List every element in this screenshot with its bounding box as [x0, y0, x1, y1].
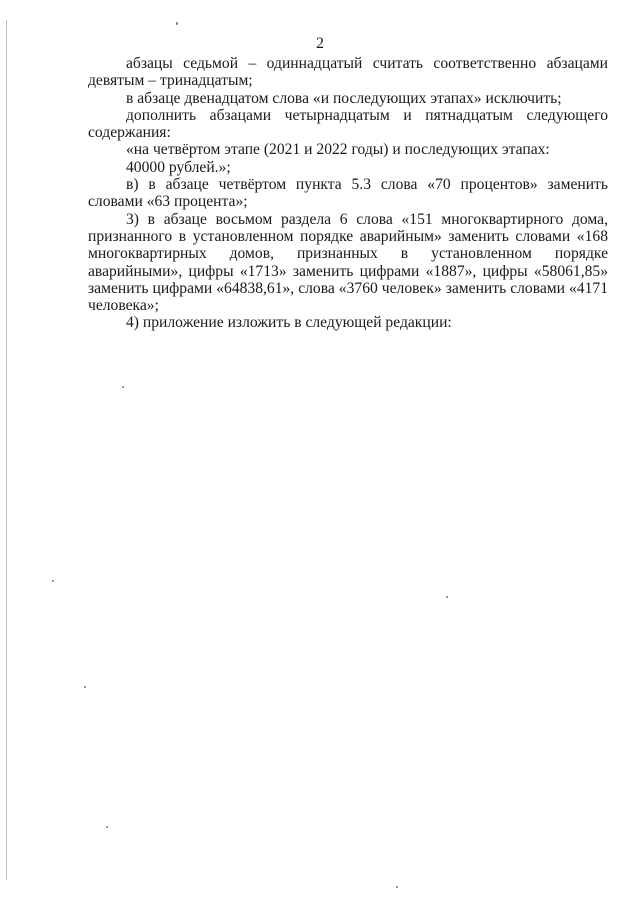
scan-speck: [176, 22, 178, 25]
scan-speck: [396, 886, 398, 888]
scan-speck: [122, 386, 124, 388]
scan-edge-line: [6, 20, 7, 880]
scan-speck: [84, 686, 86, 688]
paragraph: в) в абзаце четвёртом пункта 5.3 слова «70 процентов» заменить словами «63 процента»;: [88, 176, 608, 211]
paragraph: 4) приложение изложить в следующей редакции:: [126, 314, 452, 332]
paragraph: абзацы седьмой – одиннадцатый считать соответственно абзацами девятым – тринадцатым;: [88, 55, 608, 90]
scan-speck: [52, 580, 54, 582]
scan-speck: [446, 596, 448, 598]
page-number: 2: [316, 35, 324, 52]
scan-speck: [106, 826, 108, 828]
paragraph: «на четвёртом этапе (2021 и 2022 годы) и последующих этапах:: [126, 141, 550, 159]
paragraph: 40000 рублей.»;: [126, 158, 231, 176]
paragraph: в абзаце двенадцатом слова «и последующих этапах» исключить;: [126, 89, 562, 107]
paragraph: дополнить абзацами четырнадцатым и пятнадцатым следующего содержания:: [88, 106, 608, 142]
document-body: [88, 55, 608, 332]
paragraph: 3) в абзаце восьмом раздела 6 слова «151 многоквартирного дома, признанного в установленном порядке аварийным» заменить словами «168 многоквартирных домов, признанных в установленном порядке аварийными», цифры «1713» заменить цифрами «1887», цифры «58061,85» заменить цифрами «64838,61», слова «3760 человек» заменить словами «4171 человека»;: [88, 210, 608, 315]
